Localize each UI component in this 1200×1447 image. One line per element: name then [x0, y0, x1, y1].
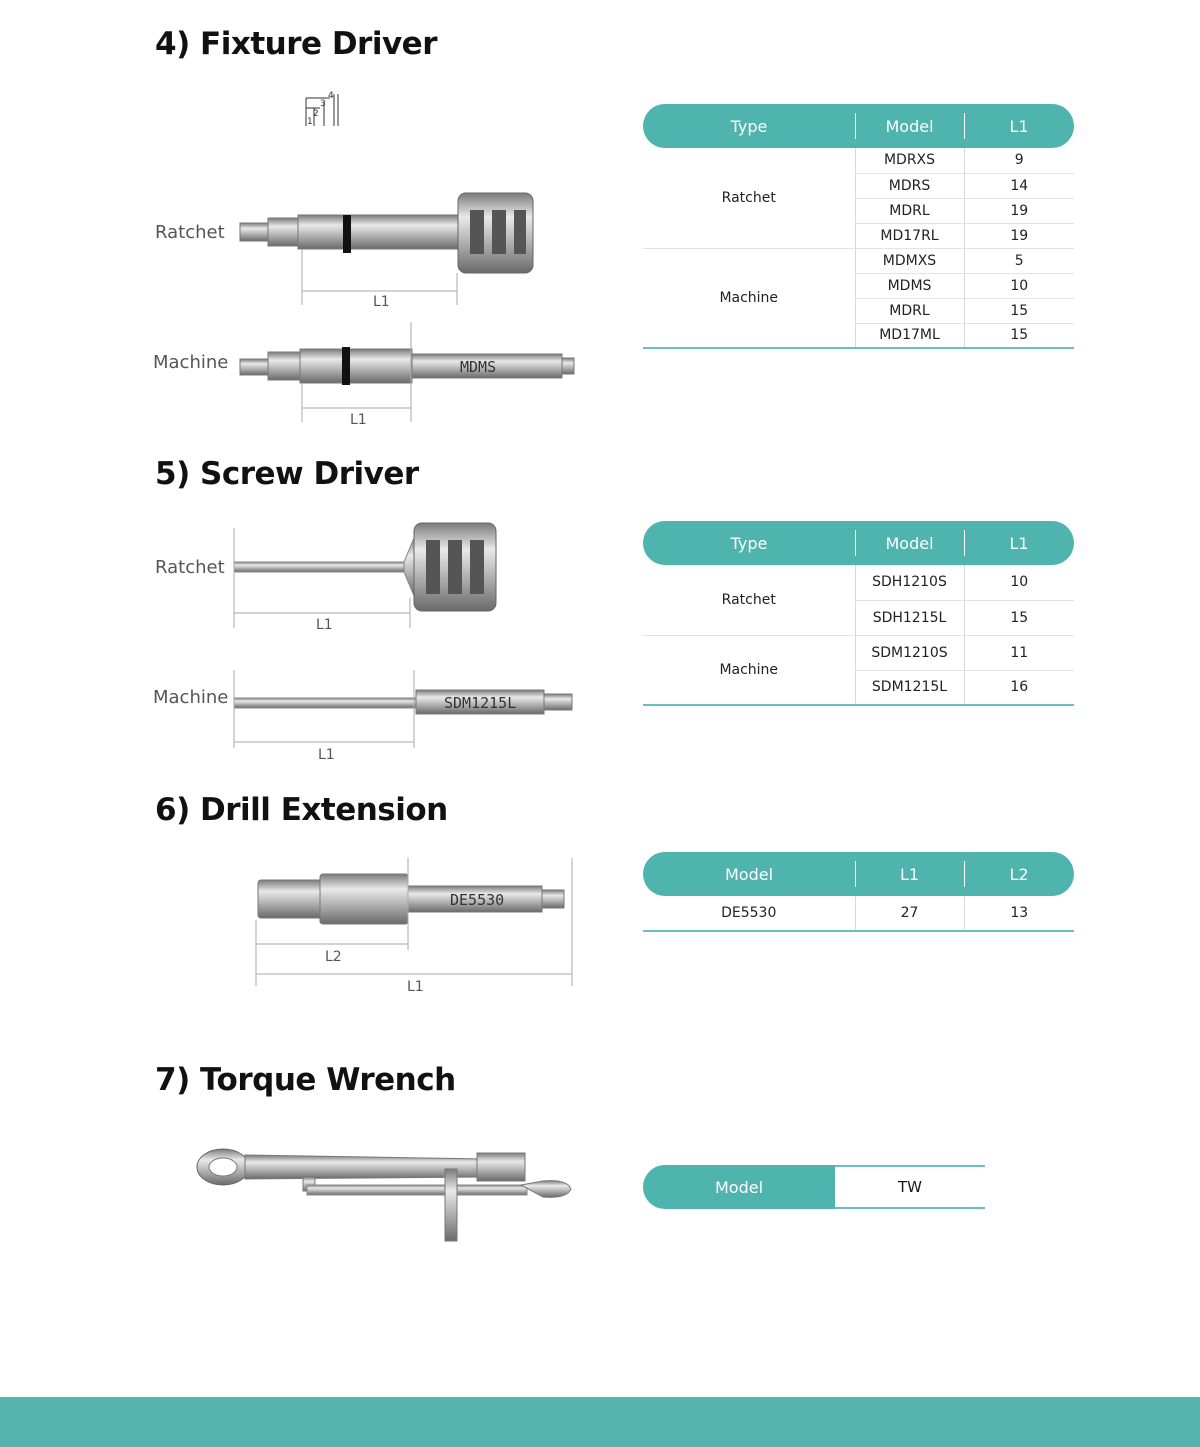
table-cell-l1: 27 [855, 896, 964, 931]
svg-text:2: 2 [313, 109, 319, 119]
table-cell-model: MDMXS [855, 248, 964, 273]
table-cell-model: MD17ML [855, 323, 964, 348]
fixture-machine-dim-l1: L1 [350, 412, 367, 428]
fixture-ratchet-driver-image [230, 185, 550, 315]
svg-text:1: 1 [307, 117, 313, 127]
section-title-fixture-driver: 4) Fixture Driver [155, 26, 437, 62]
section-title-torque-wrench: 7) Torque Wrench [155, 1062, 456, 1098]
drill-extension-dim-l1: L1 [407, 979, 424, 995]
table-cell-model: SDM1210S [855, 635, 964, 670]
table-cell-model: SDH1215L [855, 600, 964, 635]
table-cell-l1: 10 [964, 273, 1074, 298]
svg-text:3: 3 [320, 99, 326, 109]
screw-machine-engraving: SDM1215L [444, 694, 517, 712]
screw-machine-dim-l1: L1 [318, 747, 335, 763]
torque-wrench-model-box [643, 1165, 985, 1209]
table-header-type: Type [643, 104, 855, 148]
screw-driver-spec-table [643, 521, 1074, 706]
table-group-type: Machine [643, 635, 855, 705]
table-cell-model: MDRS [855, 173, 964, 198]
torque-model-header: Model [643, 1165, 835, 1209]
screw-ratchet-driver-image [228, 518, 528, 633]
table-group-type: Machine [643, 248, 855, 348]
table-cell-l1: 15 [964, 298, 1074, 323]
table-header-l2: L2 [964, 852, 1074, 896]
fixture-ratchet-label: Ratchet [155, 222, 225, 243]
table-header-l1: L1 [855, 852, 964, 896]
table-cell-l1: 14 [964, 173, 1074, 198]
table-cell-l1: 19 [964, 198, 1074, 223]
table-header-l1: L1 [964, 104, 1074, 148]
svg-text:4: 4 [328, 91, 334, 101]
table-cell-model: DE5530 [643, 896, 855, 931]
table-cell-l1: 11 [964, 635, 1074, 670]
section-title-drill-extension: 6) Drill Extension [155, 792, 448, 828]
table-header-l1: L1 [964, 521, 1074, 565]
table-cell-model: MDRL [855, 298, 964, 323]
table-cell-l2: 13 [964, 896, 1074, 931]
drill-extension-spec-table [643, 852, 1074, 932]
fixture-machine-engraving: MDMS [460, 358, 497, 376]
fixture-ratchet-dim-l1: L1 [373, 294, 390, 310]
table-cell-l1: 10 [964, 565, 1074, 600]
table-cell-l1: 15 [964, 600, 1074, 635]
table-cell-l1: 15 [964, 323, 1074, 348]
drill-extension-engraving: DE5530 [450, 891, 505, 909]
table-cell-model: MDMS [855, 273, 964, 298]
table-cell-l1: 9 [964, 148, 1074, 173]
fixture-driver-spec-table [643, 104, 1074, 349]
screw-machine-label: Machine [153, 687, 229, 708]
table-cell-l1: 16 [964, 670, 1074, 705]
drill-extension-image [250, 858, 580, 993]
table-cell-l1: 19 [964, 223, 1074, 248]
table-header-model: Model [643, 852, 855, 896]
screw-ratchet-dim-l1: L1 [316, 617, 333, 633]
table-group-type: Ratchet [643, 565, 855, 635]
screw-machine-driver-image [228, 670, 578, 750]
table-header-type: Type [643, 521, 855, 565]
fixture-machine-driver-image [230, 322, 580, 427]
footer-bar [0, 1397, 1200, 1447]
section-title-screw-driver: 5) Screw Driver [155, 456, 419, 492]
table-header-model: Model [855, 104, 964, 148]
torque-wrench-image [195, 1145, 575, 1245]
torque-model-value: TW [835, 1165, 985, 1209]
table-group-type: Ratchet [643, 148, 855, 248]
table-cell-model: MDRXS [855, 148, 964, 173]
fixture-machine-label: Machine [153, 352, 229, 373]
table-cell-l1: 5 [964, 248, 1074, 273]
depth-marker-icon [300, 88, 344, 128]
table-cell-model: MDRL [855, 198, 964, 223]
table-cell-model: MD17RL [855, 223, 964, 248]
table-header-model: Model [855, 521, 964, 565]
table-cell-model: SDH1210S [855, 565, 964, 600]
table-cell-model: SDM1215L [855, 670, 964, 705]
screw-ratchet-label: Ratchet [155, 557, 225, 578]
drill-extension-dim-l2: L2 [325, 949, 342, 965]
